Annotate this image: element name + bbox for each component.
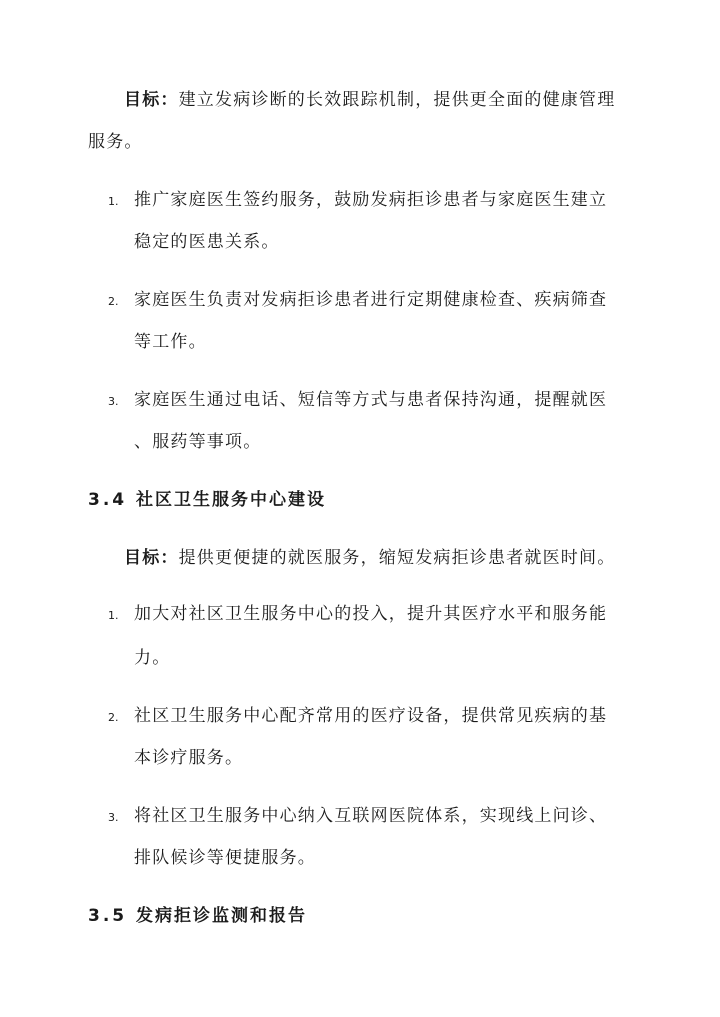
list-item-continuation: 、服药等事项。 bbox=[134, 432, 262, 452]
list-item bbox=[108, 188, 607, 214]
goal-text: 提供更便捷的就医服务，缩短发病拒诊患者就医时间。 bbox=[178, 548, 616, 568]
list-item-continuation: 力。 bbox=[134, 648, 171, 668]
list-item-continuation: 本诊疗服务。 bbox=[134, 748, 244, 768]
list-number: 3. bbox=[108, 395, 119, 408]
list-number: 2. bbox=[108, 711, 119, 724]
list-number: 1. bbox=[108, 195, 119, 208]
goal-paragraph-line-1 bbox=[124, 88, 615, 112]
list-item bbox=[108, 602, 607, 628]
section-number: 3.4 bbox=[88, 490, 128, 510]
list-item-continuation: 等工作。 bbox=[134, 332, 207, 352]
section-number: 3.5 bbox=[88, 906, 128, 926]
section-heading bbox=[88, 904, 307, 928]
goal-label: 目标： bbox=[124, 90, 179, 110]
list-item-continuation: 排队候诊等便捷服务。 bbox=[134, 848, 316, 868]
goal-label: 目标： bbox=[124, 548, 179, 568]
goal-paragraph-line-2: 服务。 bbox=[88, 132, 143, 152]
list-item-text: 家庭医生负责对发病拒诊患者进行定期健康检查、疾病筛查 bbox=[134, 290, 608, 310]
section-heading bbox=[88, 488, 326, 512]
section-title: 发病拒诊监测和报告 bbox=[136, 906, 307, 926]
section-title: 社区卫生服务中心建设 bbox=[136, 490, 326, 510]
list-item-text: 家庭医生通过电话、短信等方式与患者保持沟通，提醒就医 bbox=[134, 390, 608, 410]
list-number: 2. bbox=[108, 295, 119, 308]
goal-paragraph bbox=[124, 546, 615, 570]
list-item bbox=[108, 704, 607, 730]
list-number: 1. bbox=[108, 609, 119, 622]
list-item-text: 推广家庭医生签约服务，鼓励发病拒诊患者与家庭医生建立 bbox=[134, 190, 608, 210]
list-item-text: 社区卫生服务中心配齐常用的医疗设备，提供常见疾病的基 bbox=[134, 706, 608, 726]
list-item bbox=[108, 388, 607, 414]
list-item bbox=[108, 804, 607, 830]
list-number: 3. bbox=[108, 811, 119, 824]
list-item-text: 加大对社区卫生服务中心的投入，提升其医疗水平和服务能 bbox=[134, 604, 608, 624]
list-item-text: 将社区卫生服务中心纳入互联网医院体系，实现线上问诊、 bbox=[134, 806, 608, 826]
goal-text: 建立发病诊断的长效跟踪机制，提供更全面的健康管理 bbox=[178, 90, 616, 110]
list-item bbox=[108, 288, 607, 314]
list-item-continuation: 稳定的医患关系。 bbox=[134, 232, 280, 252]
